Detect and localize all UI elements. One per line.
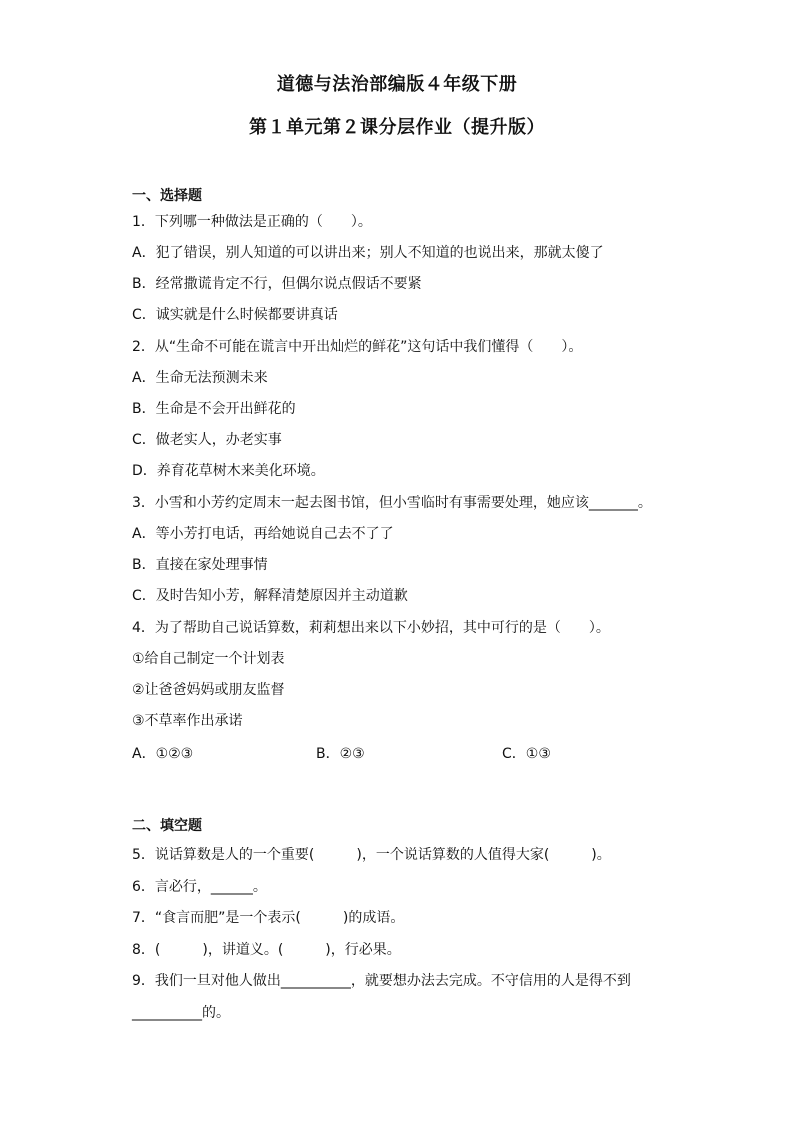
question-3-option-c: C．及时告知小芳，解释清楚原因并主动道歉 [132, 588, 408, 604]
question-2-stem: 2．从“生命不可能在谎言中开出灿烂的鲜花”这句话中我们懂得（ ）。 [132, 339, 583, 355]
question-5: 5．说话算数是人的一个重要( )，一个说话算数的人值得大家( )。 [132, 847, 611, 863]
question-4-option-c: C．①③ [502, 746, 551, 762]
question-1-option-a: A．犯了错误，别人知道的可以讲出来；别人不知道的也说出来，那就太傻了 [132, 245, 604, 261]
question-4-item-2: ②让爸爸妈妈或朋友监督 [132, 682, 285, 698]
question-3-option-b: B．直接在家处理事情 [132, 557, 268, 573]
question-8: 8．( )，讲道义。( )，行必果。 [132, 942, 401, 958]
question-2-option-d: D．养育花草树木来美化环境。 [132, 463, 325, 479]
question-4-options [132, 743, 692, 763]
question-1-option-c: C．诚实就是什么时候都要讲真话 [132, 307, 338, 323]
question-9-line-2: __________的。 [132, 1005, 230, 1021]
question-2-option-b: B．生命是不会开出鲜花的 [132, 401, 296, 417]
title-line-2: 第１单元第２课分层作业（提升版） [249, 117, 545, 138]
section-heading-choice: 一、选择题 [132, 188, 202, 204]
question-4-option-b: B．②③ [316, 746, 365, 762]
question-4-stem: 4．为了帮助自己说话算数，莉莉想出来以下小妙招，其中可行的是（ ）。 [132, 620, 610, 636]
question-1-stem: 1．下列哪一种做法是正确的（ ）。 [132, 214, 372, 230]
section-heading-fill-blank: 二、填空题 [132, 818, 202, 834]
question-4-item-3: ③不草率作出承诺 [132, 713, 243, 729]
question-9-line-1: 9．我们一旦对他人做出__________，就要想办法去完成。不守信用的人是得不到 [132, 973, 631, 989]
question-7: 7．“食言而肥”是一个表示( )的成语。 [132, 910, 405, 926]
question-4-option-a: A．①②③ [132, 746, 194, 762]
question-4-item-1: ①给自己制定一个计划表 [132, 651, 285, 667]
question-1-option-b: B．经常撒谎肯定不行，但偶尔说点假话不要紧 [132, 276, 422, 292]
title-line-1: 道德与法治部编版４年级下册 [276, 74, 518, 95]
question-2-option-a: A．生命无法预测未来 [132, 370, 268, 386]
question-3-option-a: A．等小芳打电话，再给她说自己去不了了 [132, 526, 394, 542]
question-6: 6．言必行，______。 [132, 879, 267, 895]
question-2-option-c: C．做老实人，办老实事 [132, 432, 282, 448]
question-3-stem: 3．小雪和小芳约定周末一起去图书馆，但小雪临时有事需要处理，她应该_______。 [132, 495, 652, 511]
